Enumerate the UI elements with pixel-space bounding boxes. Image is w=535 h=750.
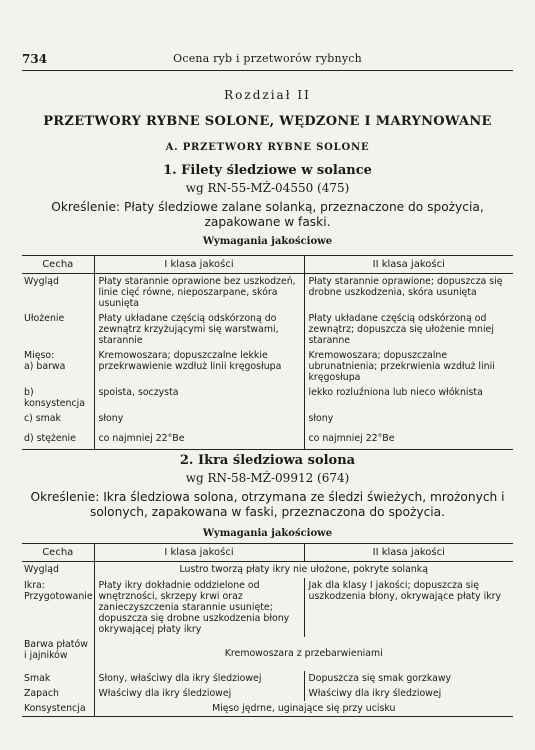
item1-definition-line1: Określenie: Płaty śledziowe zalane solanką, przeznaczone do spożycia, [51, 200, 484, 214]
class-1-cell: słony [94, 411, 304, 431]
table-row [22, 411, 513, 431]
class-2-cell: Płaty starannie oprawione; dopuszcza się drobne uszkodzenia, skóra usunięta [304, 274, 513, 312]
item2-norm: wg RN-58-MŻ-09912 (674) [185, 471, 350, 485]
item1-requirements-title: Wymagania jakościowe [202, 236, 333, 247]
cecha-cell: Konsystencja [22, 701, 94, 717]
cecha-cell: Ikra: Przygotowanie [24, 579, 93, 602]
class-1-cell: Płaty ikry dokładnie oddzielone od wnętrzności, skrzepy krwi oraz zanieczyszczenia starannie usunięte; dopuszcza się drobne uszkodzenia błony okrywającej płaty ikry [94, 578, 304, 637]
class-2-cell: Właściwy dla ikry śledziowej [304, 686, 513, 701]
class-2-cell: Jak dla klasy I jakości; dopuszcza się uszkodzenia błony, okrywające płaty ikry [304, 578, 513, 637]
table-header-row [22, 256, 513, 274]
column-header-cecha: Cecha [22, 256, 94, 274]
item1-definition-line2: zapakowane w faski. [204, 215, 331, 229]
item2-definition: Określenie: Ikra śledziowa solona, otrzymana ze śledzi świeżych, mrożonych i solonych, zapakowana w faski, przeznaczona do spożycia. [30, 490, 505, 519]
header-rule [22, 70, 513, 71]
table-row [22, 274, 513, 312]
item2-title: 2. Ikra śledziowa solona [179, 453, 356, 468]
class-1-cell: co najmniej 22°Be [94, 431, 304, 449]
table-row [22, 701, 513, 717]
table-row [22, 562, 513, 578]
table-header-row [22, 544, 513, 562]
cecha-cell: Ułożenie [24, 313, 65, 324]
item2-requirements-title: Wymagania jakościowe [202, 528, 333, 539]
cecha-cell: Smak [24, 672, 51, 684]
column-header-class-1: I klasa jakości [94, 544, 304, 562]
combined-class-cell: Mięso jędrne, uginające się przy ucisku [94, 701, 513, 717]
class-1-cell: Kremowoszara; dopuszczalne lekkie przekrwawienie wzdłuż linii kręgosłupa [94, 348, 304, 385]
column-header-class-1: I klasa jakości [94, 256, 304, 274]
section-a-heading: A. PRZETWORY RYBNE SOLONE [165, 142, 370, 153]
class-2-cell: co najmniej 22°Be [304, 431, 513, 449]
cecha-cell: Barwa płatów i jajników [24, 638, 88, 661]
class-1-cell: Płaty układane częścią odskórzoną do zewnątrz krzyżującymi się warstwami, starannie [94, 311, 304, 348]
table-row [22, 686, 513, 701]
running-title: Ocena ryb i przetworów rybnych [173, 52, 362, 65]
cecha-cell: Zapach [24, 687, 59, 699]
item1-requirements-table [22, 255, 513, 450]
class-1-cell: Płaty starannie oprawione bez uszkodzeń, linie cięć równe, nieposzarpane, skóra usunięta [94, 274, 304, 312]
table-row [22, 385, 513, 411]
item2-requirements-table [22, 543, 513, 717]
class-1-cell: Słony, właściwy dla ikry śledziowej [94, 671, 304, 686]
main-title: PRZETWORY RYBNE SOLONE, WĘDZONE I MARYNOWANE [43, 114, 492, 129]
item1-definition [26, 200, 509, 230]
column-header-cecha: Cecha [22, 544, 94, 562]
table-row [22, 311, 513, 348]
class-2-cell: lekko rozluźniona lub nieco włóknista [304, 385, 513, 411]
class-1-cell: spoista, soczysta [94, 385, 304, 411]
page-number: 734 [22, 52, 48, 66]
chapter-heading: Rozdział II [224, 88, 311, 102]
class-2-cell: Dopuszcza się smak gorzkawy [304, 671, 513, 686]
cecha-cell: c) smak [24, 413, 61, 424]
class-2-cell: Kremowoszara; dopuszczalne ubrunatnienia; przekrwienia wzdłuż linii kręgosłupa [304, 348, 513, 385]
table-row [22, 637, 513, 671]
item1-title: 1. Filety śledziowe w solance [163, 163, 372, 178]
cecha-cell: Wygląd [24, 564, 59, 575]
table-row [22, 671, 513, 686]
cecha-cell: b) konsystencja [24, 387, 85, 409]
cecha-cell: Mięso: a) barwa [24, 350, 66, 372]
class-1-cell: Właściwy dla ikry śledziowej [94, 686, 304, 701]
table-row [22, 578, 513, 637]
class-2-cell: słony [304, 411, 513, 431]
item1-norm: wg RN-55-MŻ-04550 (475) [185, 181, 350, 195]
class-2-cell: Płaty układane częścią odskórzoną od zewnątrz; dopuszcza się ułożenie mniej staranne [304, 311, 513, 348]
table-row [22, 348, 513, 385]
column-header-class-2: II klasa jakości [304, 256, 513, 274]
running-header [22, 52, 513, 68]
table-row [22, 431, 513, 449]
combined-class-cell: Lustro tworzą płaty ikry nie ułożone, pokryte solanką [94, 562, 513, 578]
combined-class-cell: Kremowoszara z przebarwieniami [94, 637, 513, 671]
cecha-cell: d) stężenie [22, 431, 94, 449]
column-header-class-2: II klasa jakości [304, 544, 513, 562]
cecha-cell: Wygląd [24, 276, 59, 287]
